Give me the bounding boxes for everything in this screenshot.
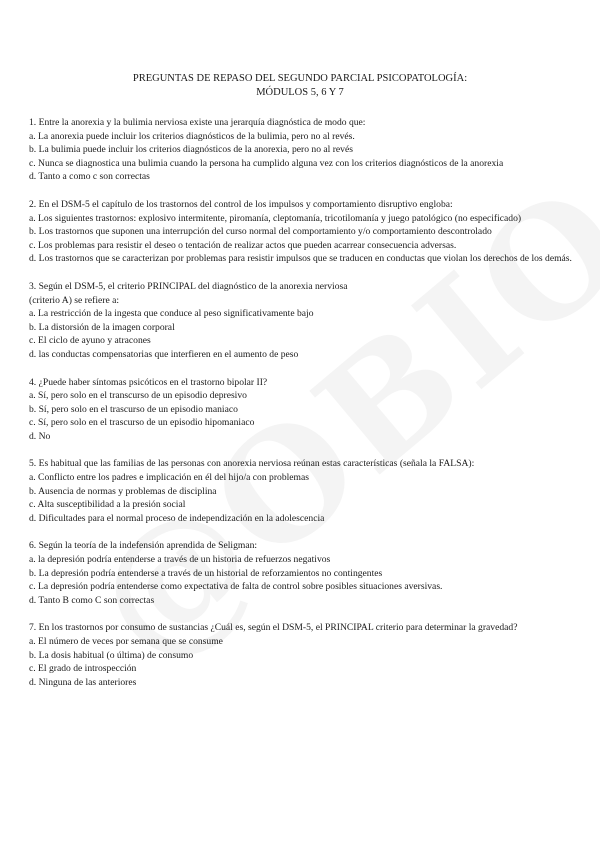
option-d: d. Tanto a como c son correctas [29, 171, 150, 183]
option-c: c. Nunca se diagnostica una bulimia cuando la persona ha cumplido alguna vez con los criterios diagnósticos de la anorexia [29, 157, 504, 169]
question-1 [29, 116, 574, 184]
option-d: d. las conductas compensatorias que interfieren en el aumento de peso [29, 348, 299, 360]
option-c: c. Sí, pero solo en el trascurso de un episodio hipomaniaco [29, 417, 255, 429]
question-2 [29, 198, 574, 266]
option-a: a. El número de veces por semana que se consume [29, 636, 223, 647]
option-d: d. Dificultades para el normal proceso de independización en la adolescencia [29, 512, 325, 524]
questions-list [29, 116, 574, 703]
option-d: d. Tanto B como C son correctas [29, 594, 155, 606]
question-text: 4. ¿Puede haber síntomas psicóticos en el trastorno bipolar II? [29, 376, 268, 388]
option-a: a. Conflicto entre los padres e implicación en él del hijo/a con problemas [29, 472, 309, 484]
option-a: a. La anorexia puede incluir los criterios diagnósticos de la bulimia, pero no al revés. [29, 130, 355, 142]
option-b: b. Los trastornos que suponen una interrupción del curso normal del comportamiento y/o comportamiento descontrolado [29, 226, 492, 238]
option-c: c. La depresión podría entenderse como expectativa de falta de control sobre posibles situaciones aversivas. [29, 581, 443, 593]
question-4 [29, 376, 574, 444]
question-text: 3. Según el DSM-5, el criterio PRINCIPAL del diagnóstico de la anorexia nerviosa [29, 280, 348, 292]
option-c: c. El grado de introspección [29, 663, 137, 675]
question-text: 7. En los trastornos por consumo de sustancias ¿Cuál es, según el DSM-5, el PRINCIPAL criterio para determinar la gravedad? [29, 622, 518, 634]
option-b: b. Ausencia de normas y problemas de disciplina [29, 485, 217, 497]
option-d: d. Ninguna de las anteriores [29, 676, 137, 688]
option-c: c. Los problemas para resistir el deseo o tentación de realizar actos que pueden acarrear consecuencia adversas. [29, 239, 457, 251]
option-c: c. El ciclo de ayuno y atracones [29, 335, 151, 347]
option-b: b. La bulimia puede incluir los criterios diagnósticos de la anorexia, pero no al revés [29, 144, 353, 156]
document-title [0, 72, 600, 100]
option-a: a. Sí, pero solo en el transcurso de un episodio depresivo [29, 390, 247, 402]
option-b: b. La dosis habitual (o última) de consumo [29, 649, 194, 661]
title-line-2: MÓDULOS 5, 6 Y 7 [256, 87, 344, 98]
question-text: 2. En el DSM-5 el capítulo de los trastornos del control de los impulsos y comportamiento disruptivo engloba: [29, 198, 453, 210]
option-b: b. La distorsión de la imagen corporal [29, 321, 175, 333]
option-a: a. Los siguientes trastornos: explosivo intermitente, piromanía, cleptomanía, tricotilomanía y juego patológico (no especificado) [29, 212, 522, 224]
title-line-1: PREGUNTAS DE REPASO DEL SEGUNDO PARCIAL PSICOPATOLOGÍA: [132, 73, 468, 84]
option-c: c. Alta susceptibilidad a la presión social [29, 499, 186, 511]
question-5 [29, 457, 574, 525]
option-b: b. Sí, pero solo en el trascurso de un episodio maniaco [29, 403, 238, 415]
option-d: d. No [29, 430, 51, 442]
question-text: 6. Según la teoría de la indefensión aprendida de Seligman: [29, 540, 258, 552]
question-6 [29, 539, 574, 607]
option-b: b. La depresión podría entenderse a través de un historial de reforzamientos no contingentes [29, 567, 383, 579]
option-a: a. La restricción de la ingesta que conduce al peso significativamente bajo [29, 308, 314, 320]
option-a: a. la depresión podría entenderse a través de un historia de refuerzos negativos [29, 554, 331, 566]
question-subtext: (criterio A) se refiere a: [29, 294, 120, 306]
question-text: 5. Es habitual que las familias de las personas con anorexia nerviosa reúnan estas características (señala la FALSA): [29, 458, 475, 470]
question-text: 1. Entre la anorexia y la bulimia nerviosa existe una jerarquía diagnóstica de modo que: [29, 117, 366, 128]
question-7 [29, 621, 574, 689]
option-d: d. Los trastornos que se caracterizan por problemas para resistir impulsos que se traducen en conductas que violan los derechos de los demás. [29, 253, 572, 265]
question-3 [29, 280, 574, 362]
